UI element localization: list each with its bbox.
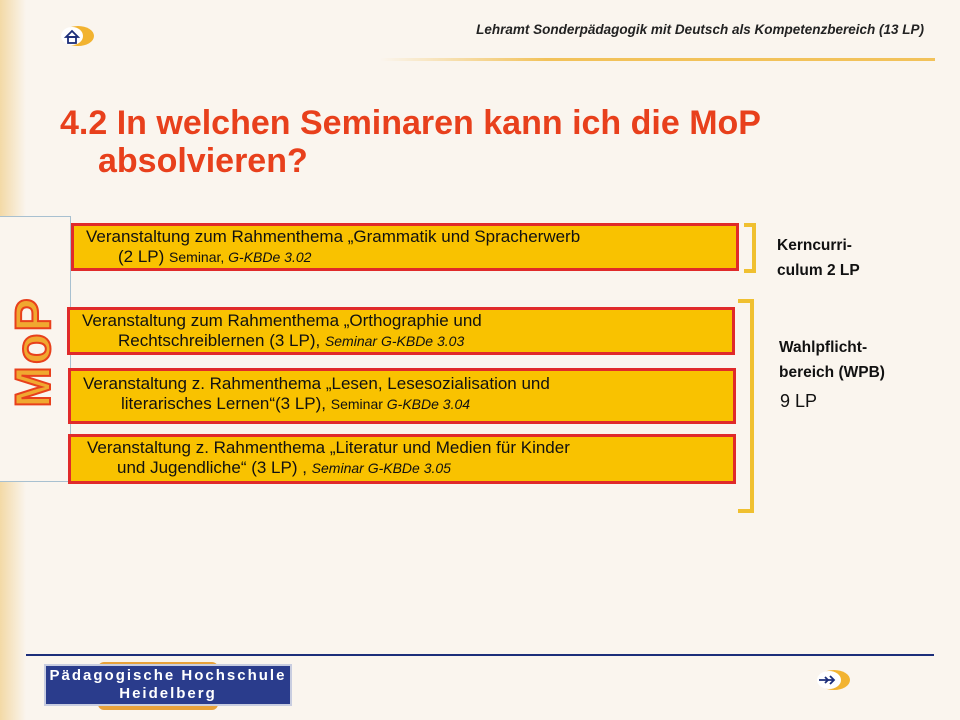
logo-line2: Heidelberg — [119, 685, 217, 702]
course-type: Seminar — [311, 460, 368, 476]
page-title: 4.2 In welchen Seminaren kann ich die MoP absolvieren? — [60, 104, 761, 180]
double-arrow-right-icon — [812, 668, 852, 692]
core-brace — [740, 222, 764, 274]
elective-credits: 9 LP — [780, 391, 818, 411]
course-title: Veranstaltung z. Rahmenthema „Lesen, Lesesozialisation und — [83, 374, 550, 393]
university-logo — [44, 664, 292, 706]
footer-rule — [26, 654, 934, 656]
elective-line1: Wahlpflicht- — [779, 339, 868, 356]
course-type: Seminar — [324, 333, 381, 349]
course-code: G-KBDe 3.05 — [367, 460, 451, 476]
course-code: G-KBDe 3.03 — [380, 333, 465, 349]
core-curriculum-line2: culum 2 LP — [777, 262, 860, 279]
course-credits: und Jugendliche“ (3 LP) , — [117, 458, 312, 477]
mop-side-label: MoP — [5, 296, 61, 408]
header-title: Lehramt Sonderpädagogik mit Deutsch als Kompetenzbereich (13 LP) — [476, 22, 924, 37]
logo-line1: Pädagogische Hochschule — [49, 667, 287, 684]
core-curriculum-line1: Kerncurri- — [777, 237, 852, 254]
core-curriculum-label — [777, 233, 860, 283]
course-credits: (2 LP) — [118, 247, 170, 266]
course-box-lesen[interactable] — [68, 368, 736, 424]
course-type: Seminar — [330, 396, 387, 412]
course-title: Veranstaltung z. Rahmenthema „Literatur und Medien für Kinder — [87, 438, 570, 457]
course-title: Veranstaltung zum Rahmenthema „Grammatik und Spracherwerb — [86, 227, 581, 246]
elective-brace — [734, 298, 760, 514]
course-box-orthographie[interactable] — [67, 307, 735, 355]
home-button[interactable] — [56, 24, 96, 48]
header-rule — [380, 58, 935, 61]
course-code: G-KBDe 3.02 — [228, 249, 312, 265]
course-type: Seminar, — [169, 249, 229, 265]
home-icon — [56, 24, 96, 48]
course-credits: literarisches Lernen“(3 LP), — [121, 394, 331, 413]
elective-line2: bereich (WPB) — [779, 364, 885, 381]
course-box-literatur[interactable] — [68, 434, 736, 484]
next-slide-button[interactable] — [812, 668, 852, 692]
course-box-grammatik[interactable] — [71, 223, 739, 271]
course-credits: Rechtschreiblernen (3 LP), — [118, 331, 325, 350]
elective-label — [779, 335, 885, 385]
course-title: Veranstaltung zum Rahmenthema „Orthographie und — [82, 311, 482, 330]
course-code: G-KBDe 3.04 — [386, 396, 471, 412]
